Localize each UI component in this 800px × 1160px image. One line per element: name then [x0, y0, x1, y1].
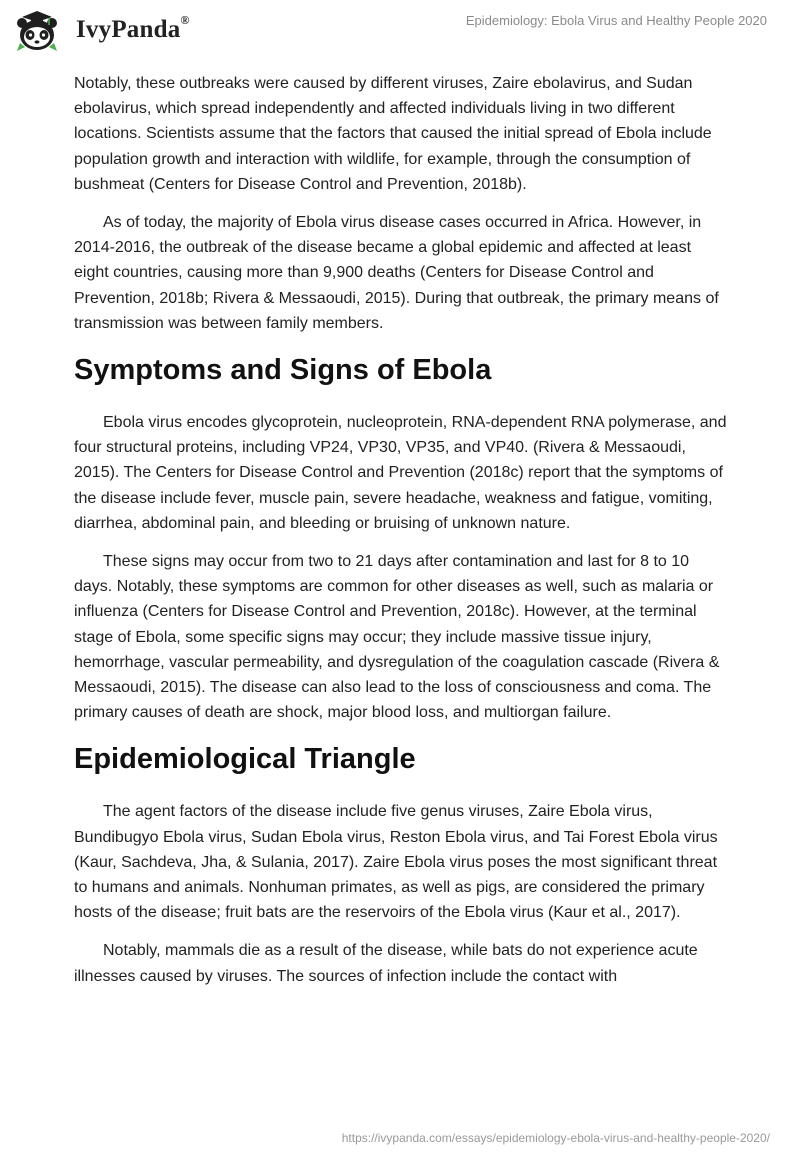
source-url-link[interactable]: https://ivypanda.com/essays/epidemiology-ebola-virus-and-healthy-people-2020/ [341, 1131, 770, 1145]
heading-symptoms: Symptoms and Signs of Ebola [74, 354, 492, 387]
paragraph-virus-proteins: Ebola virus encodes glycoprotein, nucleoprotein, RNA-dependent RNA polymerase, and four structural proteins, including VP24, VP30, VP35, and VP40. (Rivera & Messaoudi, 2015). The Centers for Disease Control and Prevention (2018c) report that the symptoms of the disease include fever, muscle pain, severe headache, weakness and fatigue, vomiting, diarrhea, abdominal pain, and bleeding or bruising of unknown nature. [74, 414, 727, 532]
panda-logo-icon [14, 9, 60, 55]
brand-text: IvyPanda [76, 16, 181, 43]
paragraph-outbreaks: Notably, these outbreaks were caused by different viruses, Zaire ebolavirus, and Sudan ebolavirus, which spread independently and affected individuals living in two different locations. Scientists assume that the factors that caused the initial spread of Ebola include population growth and interaction with wildlife, for example, through the consumption of bushmeat (Centers for Disease Control and Prevention, 2018b). [74, 75, 712, 193]
paragraph-mammals: Notably, mammals die as a result of the disease, while bats do not experience acute illnesses caused by viruses. The sources of infection include the contact with [74, 942, 698, 985]
paragraph-signs-timeline: These signs may occur from two to 21 days after contamination and last for 8 to 10 days. Notably, these symptoms are common for other diseases as well, such as malaria or influenza (Centers for Disease Control and Prevention, 2018c). However, at the terminal stage of Ebola, some specific signs may occur; they include massive tissue injury, hemorrhage, vascular permeability, and dysregulation of the coagulation cascade (Rivera & Messaoudi, 2015). The disease can also lead to the loss of consciousness and coma. The primary causes of death are shock, major blood loss, and multiorgan failure. [74, 553, 720, 722]
heading-epidemiological-triangle: Epidemiological Triangle [74, 743, 416, 776]
document-title: Epidemiology: Ebola Virus and Healthy People 2020 [465, 13, 767, 28]
paragraph-africa-cases: As of today, the majority of Ebola virus disease cases occurred in Africa. However, in 2014-2016, the outbreak of the disease became a global epidemic and affected at least eight countries, causing more than 9,900 deaths (Centers for Disease Control and Prevention, 2018b; Rivera & Messaoudi, 2015). During that outbreak, the primary means of transmission was between family members. [74, 214, 719, 332]
registered-mark: ® [180, 12, 190, 27]
paragraph-agent-factors: The agent factors of the disease include five genus viruses, Zaire Ebola virus, Bundibugyo Ebola virus, Sudan Ebola virus, Reston Ebola virus, and Tai Forest Ebola virus (Kaur, Sachdeva, Jha, & Sulania, 2017). Zaire Ebola virus poses the most significant threat to humans and animals. Nonhuman primates, as well as pigs, are considered the primary hosts of the disease; fruit bats are the reservoirs of the Ebola virus (Kaur et al., 2017). [74, 803, 718, 922]
page-header [0, 0, 800, 60]
essay-body [74, 71, 730, 1002]
brand-name[interactable] [76, 12, 190, 44]
